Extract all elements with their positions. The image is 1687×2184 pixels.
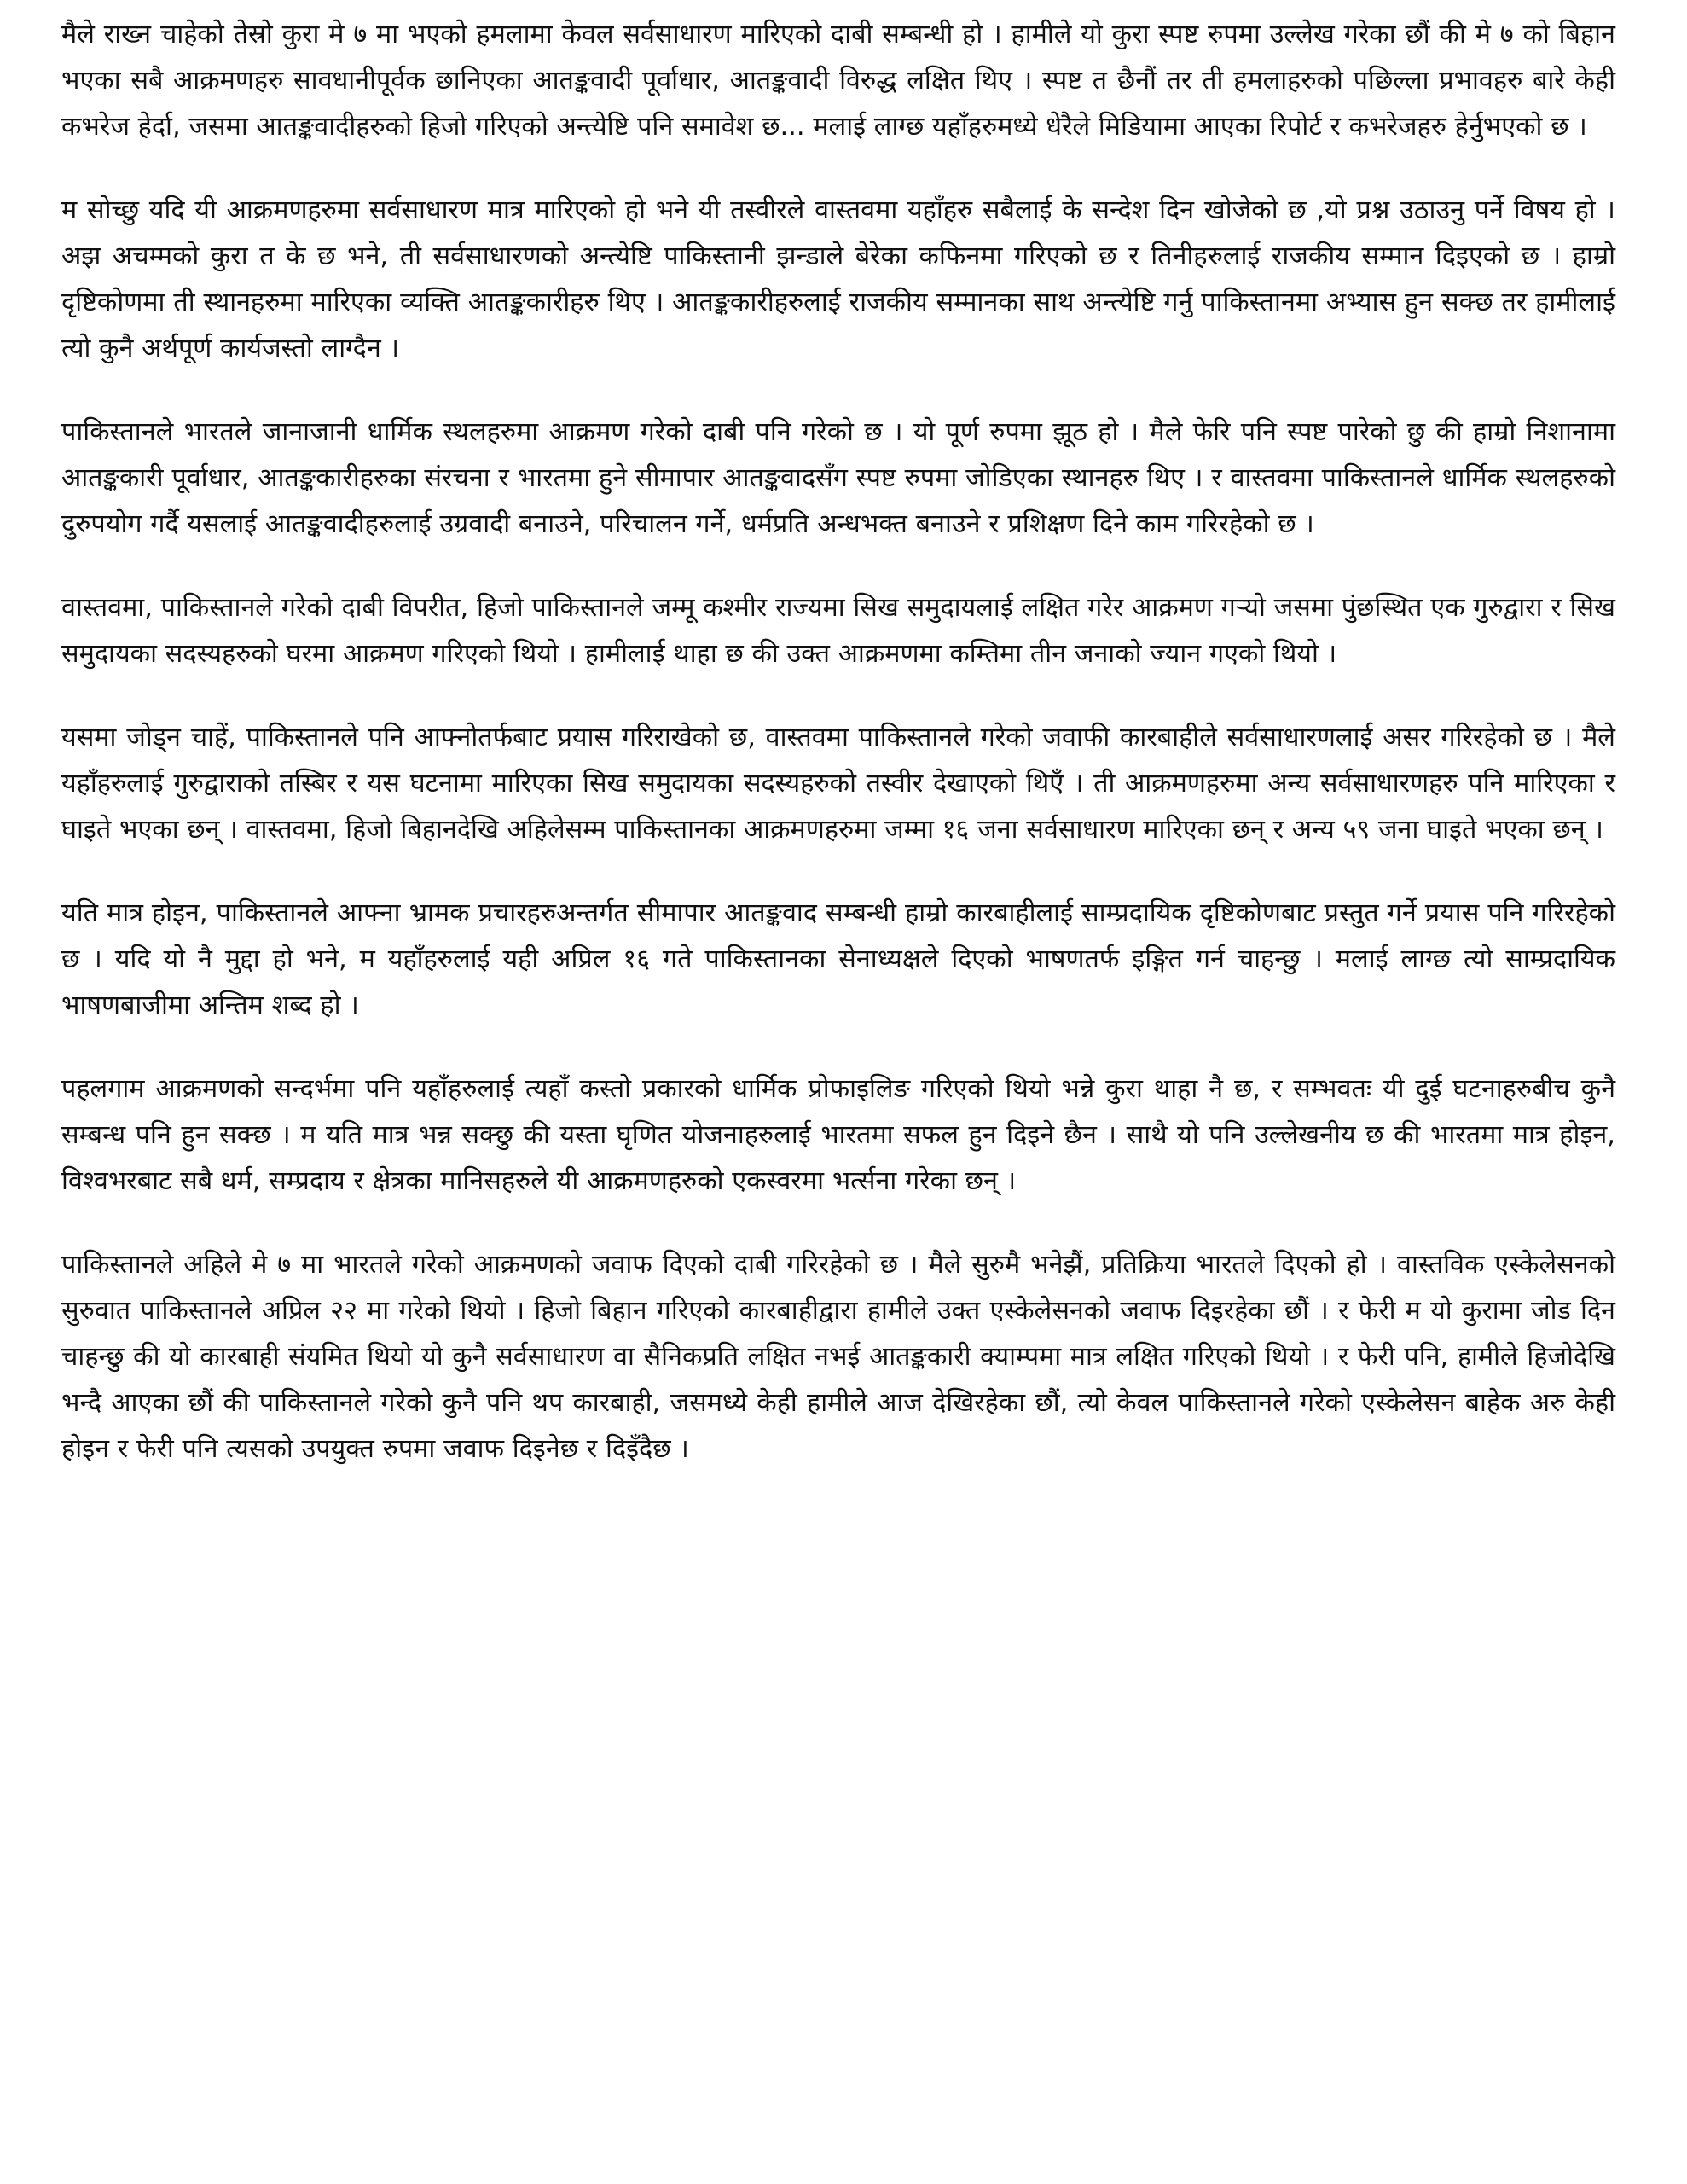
paragraph-3: पाकिस्तानले भारतले जानाजानी धार्मिक स्थलहरुमा आक्रमण गरेको दाबी पनि गरेको छ । यो पूर्ण रुपमा झूठ हो । मैले फेरि पनि स्पष्ट पारेको छु की हाम्रो निशानामा आतङ्ककारी पूर्वाधार, आतङ्ककारीहरुका संरचना र भारतमा हुने सीमापार आतङ्कवादसँग स्पष्ट रुपमा जोडिएका स्थानहरु थिए । र वास्तवमा पाकिस्तानले धार्मिक स्थलहरुको दुरुपयोग गर्दै यसलाई आतङ्कवादीहरुलाई उग्रवादी बनाउने, परिचालन गर्नेे, धर्मप्रति अन्धभक्त बनाउने र प्रशिक्षण दिने काम गरिरहेको छ । <box>61 417 1615 539</box>
paragraph-1: मैले राख्न चाहेको तेस्रो कुरा मे ७ मा भएको हमलामा केवल सर्वसाधारण मारिएको दाबी सम्बन्धी हो । हामीले यो कुरा स्पष्ट रुपमा उल्लेख गरेका छौं की मे ७ को बिहान भएका सबै आक्रमणहरु सावधानीपूर्वक छानिएका आतङ्कवादी पूर्वाधार, आतङ्कवादी विरुद्ध लक्षित थिए । स्पष्ट त छैनौं तर ती हमलाहरुको पछिल्ला प्रभावहरु बारे केही कभरेज हेर्दा, जसमा आतङ्कवादीहरुको हिजो गरिएको अन्त्येष्टि पनि समावेश छ... मलाई लाग्छ यहाँहरुमध्ये धेरैले मिडियामा आएका रिपोर्ट र कभरेजहरु हेर्नुभएको छ । <box>61 20 1615 142</box>
paragraph-5: यसमा जोड्न चाहें, पाकिस्तानले पनि आफ्नोतर्फबाट प्रयास गरिराखेको छ, वास्तवमा पाकिस्तानले गरेको जवाफी कारबाहीले सर्वसाधारणलाई असर गरिरहेको छ । मैले यहाँहरुलाई गुरुद्वाराको तस्बिर र यस घटनामा मारिएका सिख समुदायका सदस्यहरुको तस्वीर देखाएको थिएँ । ती आक्रमणहरुमा अन्य सर्वसाधारणहरु पनि मारिएका र घाइते भएका छन् । वास्तवमा, हिजो बिहानदेखि अहिलेसम्म पाकिस्तानका आक्रमणहरुमा जम्मा १६ जना सर्वसाधारण मारिएका छन् र अन्य ५९ जना घाइते भएका छन् । <box>61 723 1615 845</box>
paragraph-8: पाकिस्तानले अहिले मे ७ मा भारतले गरेको आक्रमणको जवाफ दिएको दाबी गरिरहेको छ । मैले सुरुमै भनेझैं, प्रतिक्रिया भारतले दिएको हो । वास्तविक एस्केलेसनको सुरुवात पाकिस्तानले अप्रिल २२ मा गरेको थियो । हिजो बिहान गरिएको कारबाहीद्वारा हामीले उक्त एस्केलेसनको जवाफ दिइरहेका छौं । र फेरी म यो कुरामा जोड दिन चाहन्छु की यो कारबाही संयमित थियो यो कुनै सर्वसाधारण वा सैनिकप्रति लक्षित नभई आतङ्ककारी क्याम्पमा मात्र लक्षित गरिएको थियो । र फेरी पनि, हामीले हिजोदेखि भन्दै आएका छौं की पाकिस्तानले गरेको कुनै पनि थप कारबाही, जसमध्ये केही हामीले आज देखिरहेका छौं, त्यो केवल पाकिस्तानले गरेको एस्केलेसन बाहेक अरु केही होइन र फेरी पनि त्यसको उपयुक्त रुपमा जवाफ दिइनेछ र दिइँदैछ । <box>61 1250 1615 1464</box>
paragraph-6: यति मात्र होइन, पाकिस्तानले आफ्ना भ्रामक प्रचारहरुअन्तर्गत सीमापार आतङ्कवाद सम्बन्धी हाम्रो कारबाहीलाई साम्प्रदायिक दृष्टिकोणबाट प्रस्तुत गर्ने प्रयास पनि गरिरहेको छ । यदि यो नै मुद्दा हो भने, म यहाँहरुलाई यही अप्रिल १६ गते पाकिस्तानका सेनाध्यक्षले दिएको भाषणतर्फ इङ्गित गर्न चाहन्छु । मलाई लाग्छ त्यो साम्प्रदायिक भाषणबाजीमा अन्तिम शब्द हो । <box>61 898 1615 1020</box>
paragraph-4: वास्तवमा, पाकिस्तानले गरेको दाबी विपरीत, हिजो पाकिस्तानले जम्मू कश्मीर राज्यमा सिख समुदायलाई लक्षित गरेर आक्रमण गर्‍यो जसमा पुंछस्थित एक गुरुद्वारा र सिख समुदायका सदस्यहरुको घरमा आक्रमण गरिएको थियो । हामीलाई थाहा छ की उक्त आक्रमणमा कम्तिमा तीन जनाको ज्यान गएको थियो । <box>61 593 1615 669</box>
paragraph-2: म सोच्छु यदि यी आक्रमणहरुमा सर्वसाधारण मात्र मारिएको हो भने यी तस्वीरले वास्तवमा यहाँहरु सबैलाई के सन्देश दिन खोजेको छ ,यो प्रश्न उठाउनु पर्ने विषय हो । अझ अचम्मको कुरा त के छ भने, ती सर्वसाधारणको अन्त्येष्टि पाकिस्तानी झन्डाले बेरेका कफिनमा गरिएको छ र तिनीहरुलाई राजकीय सम्मान दिइएको छ । हाम्रो दृष्टिकोणमा ती स्थानहरुमा मारिएका व्यक्ति आतङ्ककारीहरु थिए । आतङ्ककारीहरुलाई राजकीय सम्मानका साथ अन्त्येष्टि गर्नु पाकिस्तानमा अभ्यास हुन सक्छ तर हामीलाई त्यो कुनै अर्थपूर्ण कार्यजस्तो लाग्दैन । <box>61 195 1615 363</box>
document-page <box>61 12 1615 1472</box>
paragraph-7: पहलगाम आक्रमणको सन्दर्भमा पनि यहाँहरुलाई त्यहाँ कस्तो प्रकारको धार्मिक प्रोफाइलिङ गरिएको थियो भन्ने कुरा थाहा नै छ, र सम्भवतः यी दुई घटनाहरुबीच कुनै सम्बन्ध पनि हुन सक्छ । म यति मात्र भन्न सक्छु की यस्ता घृणित योजनाहरुलाई भारतमा सफल हुन दिइने छैन । साथै यो पनि उल्लेखनीय छ की भारतमा मात्र होइन, विश्वभरबाट सबै धर्म, सम्प्रदाय र क्षेत्रका मानिसहरुले यी आक्रमणहरुको एकस्वरमा भर्त्सना गरेका छन् । <box>61 1074 1616 1196</box>
